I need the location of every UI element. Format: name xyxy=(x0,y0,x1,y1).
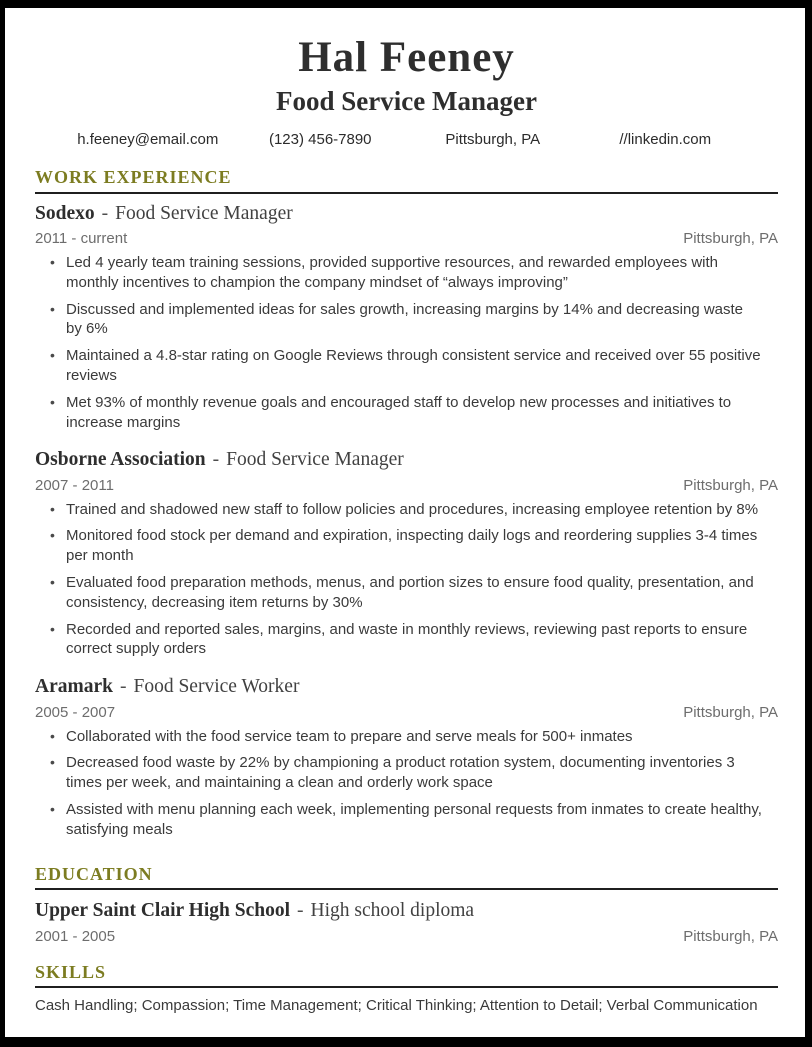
job-location: Pittsburgh, PA xyxy=(683,476,778,494)
company-name: Sodexo xyxy=(35,202,95,224)
job-bullet: • Met 93% of monthly revenue goals and encouraged staff to develop new processes and initiatives to increase margins xyxy=(50,393,763,433)
job-role: Food Service Manager xyxy=(115,202,293,224)
school-name: Upper Saint Clair High School xyxy=(35,900,290,922)
section-divider xyxy=(35,986,778,988)
job-bullet-list xyxy=(35,727,778,840)
job-bullet-list xyxy=(35,253,778,432)
job-entry-sodexo xyxy=(35,202,778,433)
title-separator: - xyxy=(101,202,109,224)
contact-location: Pittsburgh, PA xyxy=(445,130,541,148)
title-separator: - xyxy=(212,449,220,471)
job-bullet: • Monitored food stock per demand and expiration, inspecting daily logs and reordering supplies 3-4 times per month xyxy=(50,526,763,566)
job-entry-osborne-association xyxy=(35,448,778,659)
job-meta-row xyxy=(35,477,778,494)
company-name: Osborne Association xyxy=(35,449,206,471)
contact-linkedin: //linkedin.com xyxy=(619,130,712,148)
contact-phone: (123) 456-7890 xyxy=(268,130,372,148)
person-title: Food Service Manager xyxy=(276,86,537,117)
degree-name: High school diploma xyxy=(310,900,475,922)
job-dates: 2011 - current xyxy=(35,229,128,247)
job-dates: 2007 - 2011 xyxy=(35,476,114,494)
job-bullet: • Maintained a 4.8-star rating on Google Reviews through consistent service and received over 55 positive reviews xyxy=(50,346,763,386)
job-bullet: • Collaborated with the food service team to prepare and serve meals for 500+ inmates xyxy=(50,727,763,747)
company-name: Aramark xyxy=(35,676,113,698)
job-meta-row xyxy=(35,230,778,247)
job-bullet: • Led 4 yearly team training sessions, provided supportive resources, and rewarded employees with monthly incentives to champion the company mindset of “always improving” xyxy=(50,253,763,293)
job-bullet: • Trained and shadowed new staff to follow policies and procedures, increasing employee retention by 8% xyxy=(50,500,763,520)
job-title-row xyxy=(35,448,778,471)
job-dates: 2005 - 2007 xyxy=(35,703,116,721)
job-bullet: • Decreased food waste by 22% by championing a product rotation system, documenting inventories 3 times per week, and maintaining a clean and orderly work space xyxy=(50,753,763,793)
job-bullet: • Discussed and implemented ideas for sales growth, increasing margins by 14% and decreasing waste by 6% xyxy=(50,300,763,340)
job-meta-row xyxy=(35,704,778,721)
job-location: Pittsburgh, PA xyxy=(683,703,778,721)
job-role: Food Service Manager xyxy=(226,449,404,471)
job-bullet-list xyxy=(35,500,778,660)
skills-list-text: Cash Handling; Compassion; Time Management; Critical Thinking; Attention to Detail; Verbal Communication xyxy=(35,997,758,1015)
person-name: Hal Feeney xyxy=(298,34,515,81)
contact-row xyxy=(62,131,752,148)
job-bullet: • Evaluated food preparation methods, menus, and portion sizes to ensure food quality, presentation, and consistency, decreasing item returns by 30% xyxy=(50,573,763,613)
skills-heading: SKILLS xyxy=(35,961,107,982)
section-divider xyxy=(35,192,778,194)
education-location: Pittsburgh, PA xyxy=(683,927,778,945)
work-experience-section xyxy=(35,167,778,840)
job-location: Pittsburgh, PA xyxy=(683,229,778,247)
job-bullet: • Assisted with menu planning each week, implementing personal requests from inmates to create healthy, satisfying meals xyxy=(50,800,763,840)
work-experience-heading: WORK EXPERIENCE xyxy=(35,166,232,187)
job-title-row xyxy=(35,202,778,225)
title-separator: - xyxy=(297,900,304,922)
contact-email: h.feeney@email.com xyxy=(77,130,219,148)
education-dates: 2001 - 2005 xyxy=(35,927,116,945)
title-separator: - xyxy=(119,676,127,698)
education-title-row xyxy=(35,899,778,922)
job-bullet: • Recorded and reported sales, margins, and waste in monthly reviews, reviewing past reports to ensure correct supply orders xyxy=(50,620,763,660)
education-entry xyxy=(35,899,778,944)
education-meta-row xyxy=(35,928,778,945)
section-divider xyxy=(35,888,778,890)
resume-header xyxy=(35,34,778,148)
job-role: Food Service Worker xyxy=(133,676,300,698)
job-entry-aramark xyxy=(35,675,778,839)
education-heading: EDUCATION xyxy=(35,863,153,884)
education-section xyxy=(35,864,778,945)
job-title-row xyxy=(35,675,778,698)
skills-section xyxy=(35,962,778,1017)
